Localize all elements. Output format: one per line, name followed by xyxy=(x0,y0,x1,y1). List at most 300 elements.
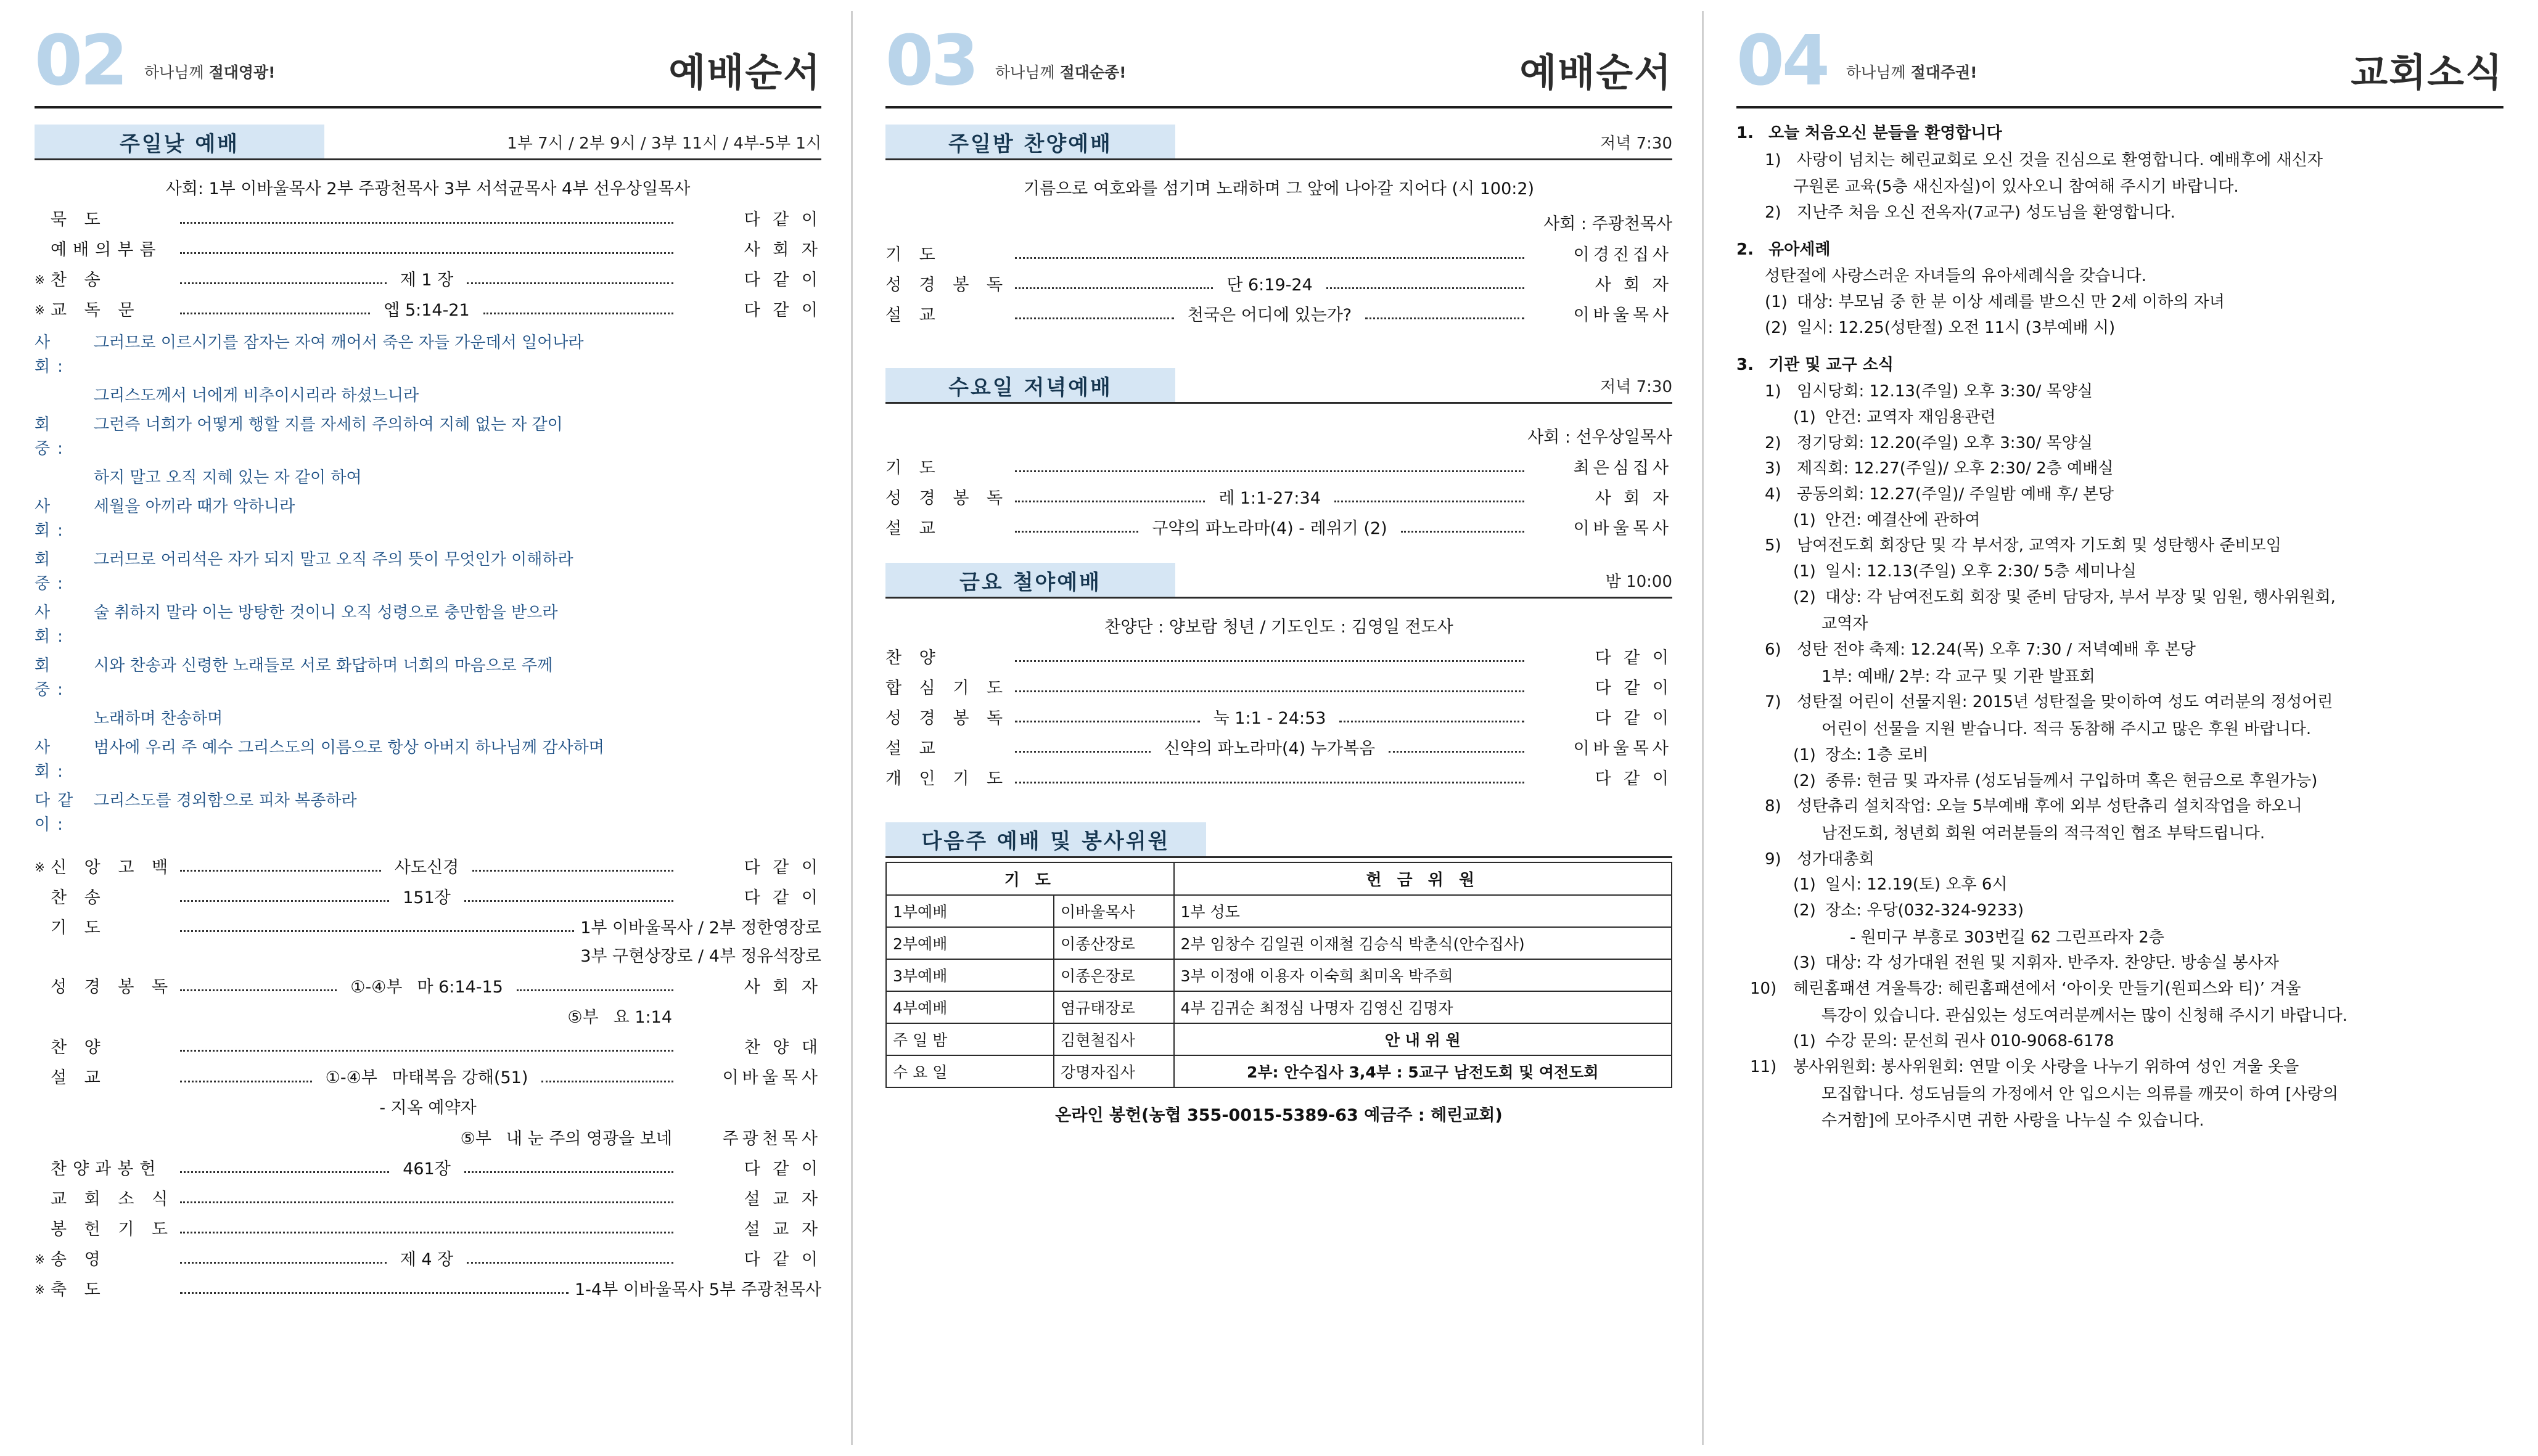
row-dots xyxy=(1365,317,1524,319)
row-dots xyxy=(517,989,673,991)
row-name: 찬 송 xyxy=(51,888,107,908)
notice-line-index: (1) xyxy=(1765,293,1788,312)
online-offering-info: 온라인 봉헌(농협 355-0015-5389-63 예금주 : 헤린교회) xyxy=(1055,1105,1503,1125)
notice-line-index: (2) xyxy=(1793,901,1816,920)
notice-line xyxy=(1765,432,2503,456)
row-name: 찬양과봉헌 xyxy=(51,1159,162,1179)
service-person: 이바울목사 xyxy=(1054,895,1174,927)
row-who: 사 회 자 xyxy=(1595,276,1673,295)
notice-line xyxy=(1750,1056,2503,1079)
notice-line xyxy=(1765,691,2503,714)
notice-line-index: 1) xyxy=(1765,382,1781,401)
section-presider: 사회 : 주광천목사 xyxy=(1543,215,1672,234)
notice-line-text: 대상: 각 남여전도회 회장 및 준비 담당자, 부서 부장 및 임원, 행사위원회, xyxy=(1825,587,2336,607)
row-who: 찬 양 대 xyxy=(744,1038,821,1058)
row-dots xyxy=(180,221,673,224)
row-who: 다 같 이 xyxy=(1595,679,1672,698)
section-label: 주일밤 찬양예배 xyxy=(948,131,1112,157)
responsive-role: 회 중: xyxy=(35,415,70,459)
order-row xyxy=(35,1250,821,1269)
row-who: 다 같 이 xyxy=(1595,648,1672,668)
column-title: 예배순서 xyxy=(668,50,821,95)
responsive-role: 사 회: xyxy=(35,333,70,377)
row-name: 찬 양 xyxy=(885,648,942,668)
order-row xyxy=(35,271,821,290)
responsive-line xyxy=(35,413,821,461)
table-row xyxy=(886,1055,1672,1087)
notice-line-text: 안건: 예결산에 관하여 xyxy=(1825,510,1981,530)
notice-title-text: 오늘 처음오신 분들을 환영합니다 xyxy=(1768,124,2002,142)
row-mid: 레 1:1-27:34 xyxy=(1218,489,1321,509)
offering-row: 4부 김귀순 최정심 나명자 김영신 김명자 xyxy=(1174,991,1672,1023)
notice-index: 3. xyxy=(1736,355,1754,374)
notice-line-index: 11) xyxy=(1750,1058,1777,1077)
notice-line-text: 남전도회, 청년회 회원 여러분들의 적극적인 협조 부탁드립니다. xyxy=(1821,824,2265,843)
row-dots xyxy=(467,282,673,284)
row-dots xyxy=(472,869,673,872)
order-row xyxy=(885,679,1672,698)
column-slogan xyxy=(1846,60,1977,83)
row-dots xyxy=(180,252,673,254)
row-dots xyxy=(1334,500,1524,502)
row-name: 성 경 봉 독 xyxy=(51,978,175,997)
row-dots xyxy=(1339,720,1524,722)
notice-line xyxy=(1765,483,2503,507)
row-who: 사 회 자 xyxy=(1595,489,1672,509)
section-time: 밤 10:00 xyxy=(1605,573,1672,592)
scripture-part: ①-④부 xyxy=(350,978,403,997)
row-who: 다 같 이 xyxy=(744,1249,822,1269)
responsive-role: 다같이: xyxy=(35,791,81,835)
notice-line xyxy=(1793,586,2503,610)
scripture-ref-2: 요 1:14 xyxy=(613,1008,672,1028)
slogan-plain: 하나님께 xyxy=(1846,63,1911,81)
notice-line xyxy=(1765,457,2503,481)
section-rule xyxy=(885,597,1672,599)
row-dots xyxy=(1401,530,1524,533)
responsive-line xyxy=(35,736,821,784)
sermon-part: ①-④부 xyxy=(325,1068,377,1088)
row-who: 다 같 이 xyxy=(744,301,821,321)
section-rule xyxy=(885,402,1672,404)
row-name: 성 경 봉 독 xyxy=(885,276,1009,295)
guide-row: 2부: 안수집사 3,4부 : 5교구 남전도회 및 여전도회 xyxy=(1174,1055,1672,1087)
service-name: 2부예배 xyxy=(886,927,1054,959)
row-mid: 엡 5:14-21 xyxy=(384,301,470,321)
responsive-role: 회 중: xyxy=(35,656,70,700)
responsive-role: 사 회: xyxy=(35,738,70,782)
section-time: 저녁 7:30 xyxy=(1600,378,1672,397)
order-row xyxy=(885,245,1672,264)
row-mark xyxy=(35,227,51,229)
notice-line-index: 6) xyxy=(1765,640,1781,660)
section-verse: 기름으로 여호와를 섬기며 노래하며 그 앞에 나아갈 지어다 (시 100:2) xyxy=(1023,179,1535,198)
responsive-text: 범사에 우리 주 예수 그리스도의 이름으로 항상 아버지 하나님께 감사하며 xyxy=(94,738,604,758)
responsive-role: 사 회: xyxy=(35,497,70,541)
order-row xyxy=(35,210,821,229)
responsive-role xyxy=(35,707,94,731)
service-name: 주 일 밤 xyxy=(886,1023,1054,1055)
column-slogan xyxy=(144,60,276,83)
row-dots xyxy=(1015,317,1174,319)
notice-line-text: 남여전도회 회장단 및 각 부서장, 교역자 기도회 및 성탄행사 준비모임 xyxy=(1797,536,2281,555)
responsive-text: 하지 말고 오직 지혜 있는 자 같이 하여 xyxy=(94,468,362,488)
row-dots xyxy=(467,1261,673,1264)
responsive-role: 사 회: xyxy=(35,603,70,647)
section-rule xyxy=(885,158,1672,160)
responsive-line xyxy=(35,654,821,702)
notice-title-text: 유아세례 xyxy=(1768,240,1831,259)
row-dots xyxy=(1015,690,1524,692)
order-row-scripture xyxy=(35,978,821,997)
row-name: 설 교 xyxy=(885,739,942,759)
notice-line-text: 일시: 12.25(성탄절) 오전 11시 (3부예배 시) xyxy=(1797,318,2116,337)
notice-line-index: (1) xyxy=(1793,407,1816,427)
notice-line-index: (1) xyxy=(1793,875,1816,894)
table-row xyxy=(886,1023,1672,1055)
notice-line-index: 2) xyxy=(1765,433,1781,452)
row-dots xyxy=(1015,660,1524,662)
notice-body xyxy=(1736,149,2503,225)
row-dots xyxy=(180,1231,673,1233)
row-who: 다 같 이 xyxy=(744,888,821,908)
notice-line-index: 2) xyxy=(1765,203,1781,223)
row-name: 기 도 xyxy=(885,245,942,264)
row-who: 사 회 자 xyxy=(744,978,822,997)
notice-line-text: 장소: 우당(032-324-9233) xyxy=(1825,901,2024,920)
row-mark: ※ xyxy=(35,860,45,875)
service-person: 김현철집사 xyxy=(1054,1023,1174,1055)
sermon-subtitle: - 지옥 예약자 xyxy=(379,1098,477,1118)
row-name: 찬 송 xyxy=(51,271,107,290)
section-bar-next-week xyxy=(885,822,1672,857)
notice-line-index: 7) xyxy=(1765,693,1781,712)
order-row xyxy=(885,306,1672,325)
order-row xyxy=(885,519,1672,538)
responsive-text: 그런즉 너희가 어떻게 행할 지를 자세히 주의하여 지혜 없는 자 같이 xyxy=(94,415,563,435)
notice-line-index: (1) xyxy=(1793,1032,1816,1051)
section-bar-friday xyxy=(885,563,1672,597)
responsive-text: 시와 찬송과 신령한 노래들로 서로 화답하며 너희의 마음으로 주께 xyxy=(94,656,553,676)
notice-line-text: 일시: 12.19(토) 오후 6시 xyxy=(1825,875,2008,894)
column-header xyxy=(885,21,1672,108)
responsive-line xyxy=(35,466,821,490)
notice-line-index: 9) xyxy=(1765,849,1781,869)
column-title: 교회소식 xyxy=(2351,50,2503,95)
notice-line-index: 8) xyxy=(1765,797,1781,816)
section-rule xyxy=(885,856,1672,858)
row-who: 이바울목사 xyxy=(1573,739,1672,759)
row-name: 봉 헌 기 도 xyxy=(51,1219,175,1239)
row-mark xyxy=(35,1176,51,1179)
row-name: 합 심 기 도 xyxy=(885,679,1009,698)
row-name: 축 도 xyxy=(51,1280,107,1299)
order-row-prayer xyxy=(35,918,821,938)
row-who: 다 같 이 xyxy=(744,271,822,290)
table-row xyxy=(886,991,1672,1023)
responsive-text: 그러므로 어리석은 자가 되지 말고 오직 주의 뜻이 무엇인가 이해하라 xyxy=(94,550,573,570)
row-name: 성 경 봉 독 xyxy=(885,709,1009,729)
row-name: 신 앙 고 백 xyxy=(51,858,175,878)
notice-line xyxy=(1793,952,2503,975)
row-name: 예배의부름 xyxy=(51,240,162,260)
notice-line xyxy=(1765,380,2503,404)
row-mark xyxy=(35,935,51,938)
row-who: 다 같 이 xyxy=(744,858,821,878)
row-mark: ※ xyxy=(35,272,45,288)
row-dots xyxy=(483,312,673,314)
row-mid: 제 4 장 xyxy=(400,1249,454,1269)
service-name: 수 요 일 xyxy=(886,1055,1054,1087)
row-mark xyxy=(35,257,51,260)
column-worship-order-day xyxy=(0,0,851,1456)
row-dots xyxy=(1015,287,1213,289)
order-row-scripture-2 xyxy=(35,1008,821,1027)
row-name: 교 회 소 식 xyxy=(51,1189,175,1209)
row-mark xyxy=(35,1055,51,1057)
notice-line xyxy=(1793,560,2503,584)
notice-line-text: 성가대총회 xyxy=(1797,849,1875,869)
row-dots xyxy=(1015,470,1524,472)
row-who: 1-4부 이바울목사 5부 주광천목사 xyxy=(574,1280,821,1299)
slogan-plain: 하나님께 xyxy=(144,63,209,81)
responsive-text: 그러므로 이르시기를 잠자는 자여 깨어서 죽은 자들 가운데서 일어나라 xyxy=(94,333,584,353)
service-person: 강명자집사 xyxy=(1054,1055,1174,1087)
column-header xyxy=(35,21,821,108)
responsive-reading xyxy=(35,331,821,837)
notice-line-text: 구원론 교육(5층 새신자실)이 있사오니 참여해 주시기 바랍니다. xyxy=(1793,178,2239,197)
row-dots xyxy=(1015,720,1200,722)
responsive-text: 그리스도를 경외함으로 피차 복종하라 xyxy=(94,791,357,811)
order-row xyxy=(35,858,821,877)
order-row xyxy=(885,769,1672,788)
row-who: 다 같 이 xyxy=(1595,769,1672,789)
row-name: 설 교 xyxy=(51,1068,107,1088)
table-header-row xyxy=(886,862,1672,895)
slogan-bold: 절대주권! xyxy=(1910,63,1977,81)
scripture-part-2: ⑤부 xyxy=(567,1008,599,1028)
notice-line-index: (3) xyxy=(1793,954,1816,973)
responsive-text: 그리스도께서 너에게 비추이시리라 하셨느니라 xyxy=(94,386,419,406)
row-who: 이바울목사 xyxy=(1573,306,1673,325)
notice-item xyxy=(1736,239,2503,340)
responsive-role: 회 중: xyxy=(35,550,70,594)
notice-line-index: 1) xyxy=(1765,150,1781,170)
row-dots xyxy=(1015,750,1151,753)
order-row xyxy=(35,1220,821,1239)
order-row xyxy=(885,489,1672,508)
responsive-line xyxy=(35,789,821,837)
responsive-line xyxy=(35,707,821,731)
row-name: 개 인 기 도 xyxy=(885,769,1009,789)
row-dots xyxy=(180,1171,389,1173)
order-row xyxy=(885,276,1672,295)
notice-line-text: 임시당회: 12.13(주일) 오후 3:30/ 목양실 xyxy=(1797,382,2093,401)
row-name: 설 교 xyxy=(885,519,942,539)
row-name: 묵 도 xyxy=(51,210,107,229)
row-mid: 구약의 파노라마(4) - 레위기 (2) xyxy=(1152,519,1387,539)
responsive-line xyxy=(35,331,821,379)
notice-item xyxy=(1736,354,2503,1134)
row-dots xyxy=(464,899,673,902)
notice-line-text: 성탄절 어린이 선물지원: 2015년 성탄절을 맞이하여 성도 여러분의 정성어린 xyxy=(1797,693,2333,712)
notice-line xyxy=(1765,317,2503,340)
column-slogan xyxy=(995,60,1127,83)
column-worship-order-evening xyxy=(851,0,1702,1456)
notice-line-index: 10) xyxy=(1750,980,1777,998)
row-dots xyxy=(464,1171,673,1173)
service-name: 1부예배 xyxy=(886,895,1054,927)
notice-line-text: 일시: 12.13(주일) 오후 2:30/ 5층 세미나실 xyxy=(1825,562,2137,581)
offering-row: 2부 임창수 김일권 이재철 김승식 박춘식(안수집사) xyxy=(1174,927,1672,959)
order-row xyxy=(35,240,821,260)
row-dots xyxy=(180,1049,673,1052)
section-label: 다음주 예배 및 봉사위원 xyxy=(921,829,1170,854)
column-number: 04 xyxy=(1736,21,1828,101)
notice-line-index: (2) xyxy=(1793,771,1816,790)
service-person: 염규태장로 xyxy=(1054,991,1174,1023)
row-dots xyxy=(180,989,337,991)
notice-line-text: 정기당회: 12.20(주일) 오후 3:30/ 목양실 xyxy=(1797,433,2093,452)
notice-line-text: 사랑이 넘치는 헤린교회로 오신 것을 진심으로 환영합니다. 예배후에 새신자 xyxy=(1797,150,2323,170)
prayer-line-2: 3부 구현상장로 / 4부 정유석장로 xyxy=(580,947,821,967)
notice-title xyxy=(1736,122,2503,145)
offering-row: 3부 이정애 이용자 이숙희 최미옥 박주희 xyxy=(1174,959,1672,991)
notice-line-text: 모집합니다. 성도님들의 가정에서 안 입으시는 의류를 깨끗이 하여 [사랑의 xyxy=(1821,1084,2339,1103)
row-mid: 461장 xyxy=(403,1159,451,1179)
notice-line-text: 특강이 있습니다. 관심있는 성도여러분께서는 많이 신청해 주시기 바랍니다. xyxy=(1821,1006,2347,1025)
notice-line-index: 5) xyxy=(1765,536,1781,555)
notice-line xyxy=(1765,534,2503,558)
offering-row: 1부 성도 xyxy=(1174,895,1672,927)
row-mark xyxy=(35,1146,51,1148)
section-presider: 사회 : 선우상일목사 xyxy=(1527,428,1672,448)
notice-line-text: 봉사위원회: 봉사위원회: 연말 이웃 사랑을 나누기 위하여 성인 겨울 옷을 xyxy=(1793,1058,2299,1077)
notice-line-text: - 원미구 부흥로 303번길 62 그린프라자 2층 xyxy=(1850,928,2164,947)
notice-line xyxy=(1765,149,2503,173)
row-mark xyxy=(35,1025,51,1027)
order-row-sermon xyxy=(35,1068,821,1087)
row-name: 성 경 봉 독 xyxy=(885,489,1009,509)
notice-line-index: (1) xyxy=(1793,510,1816,530)
row-mark xyxy=(35,1206,51,1209)
notice-line-index: (2) xyxy=(1793,587,1816,607)
slogan-bold: 절대영광! xyxy=(208,63,276,81)
sermon-title-2: 내 눈 주의 영광을 보네 xyxy=(506,1129,672,1148)
order-row xyxy=(885,739,1672,758)
responsive-line xyxy=(35,384,821,408)
notice-line xyxy=(1765,202,2503,225)
notice-line xyxy=(1793,509,2503,533)
notice-line-text: 수거함]에 모아주시면 귀한 사랑을 나누실 수 있습니다. xyxy=(1821,1111,2204,1131)
service-name: 4부예배 xyxy=(886,991,1054,1023)
notice-title xyxy=(1736,354,2503,377)
notice-line xyxy=(1765,848,2503,872)
notice-line-text: 성탄절에 사랑스러운 자녀들의 유아세례식을 갖습니다. xyxy=(1765,267,2146,286)
section-bar-wednesday xyxy=(885,368,1672,403)
row-mark: ※ xyxy=(35,1282,45,1297)
responsive-role xyxy=(35,466,94,490)
notice-line xyxy=(1793,744,2503,767)
responsive-text: 노래하며 찬송하며 xyxy=(94,710,223,729)
section-time: 1부 7시 / 2부 9시 / 3부 11시 / 4부-5부 1시 xyxy=(507,134,821,153)
notice-line-text: 어린이 선물을 지원 받습니다. 적극 동참해 주시고 많은 후원 바랍니다. xyxy=(1821,720,2312,739)
col-header-guide: 안 내 위 원 xyxy=(1174,1023,1672,1055)
row-dots xyxy=(180,282,387,284)
responsive-line xyxy=(35,495,821,543)
row-who: 이바울목사 xyxy=(1573,519,1673,539)
notice-line-text: 교역자 xyxy=(1821,615,1868,634)
notice-line-index: (2) xyxy=(1765,318,1788,337)
order-row xyxy=(35,888,821,907)
notice-line xyxy=(1765,291,2503,314)
row-who: 다 같 이 xyxy=(1595,709,1673,729)
row-mark xyxy=(35,1086,51,1088)
row-mid: 눅 1:1 - 24:53 xyxy=(1213,709,1326,729)
order-row xyxy=(35,1190,821,1209)
responsive-text: 세월을 아끼라 때가 악하니라 xyxy=(94,497,295,517)
column-church-news xyxy=(1702,0,2538,1456)
col-header-offering: 헌 금 위 원 xyxy=(1174,862,1672,895)
row-mark xyxy=(35,905,51,907)
notice-line-text: 1부: 예배/ 2부: 각 교구 및 기관 발표회 xyxy=(1821,667,2095,686)
row-dots xyxy=(1015,500,1205,502)
row-dots xyxy=(180,1080,312,1082)
row-who: 다 같 이 xyxy=(744,210,821,229)
row-name: 기 도 xyxy=(885,459,942,478)
notice-line-text: 성탄 전야 축제: 12.24(목) 오후 7:30 / 저녁예배 후 본당 xyxy=(1797,640,2196,660)
notice-line-index: 3) xyxy=(1765,459,1781,478)
notice-index: 2. xyxy=(1736,240,1754,259)
row-who: 다 같 이 xyxy=(744,1159,821,1179)
responsive-role xyxy=(35,384,94,408)
col-header-prayer: 기 도 xyxy=(886,862,1174,895)
section-bar-sunday-night xyxy=(885,125,1672,159)
notice-line-text: 지난주 처음 오신 전옥자(7교구) 성도님을 환영합니다. xyxy=(1797,203,2175,223)
row-dots xyxy=(180,1261,387,1264)
row-name: 송 영 xyxy=(51,1249,107,1269)
notice-title-text: 기관 및 교구 소식 xyxy=(1768,355,1894,374)
order-row xyxy=(885,709,1672,728)
scripture-ref: 마 6:14-15 xyxy=(417,978,503,997)
row-dots xyxy=(541,1080,673,1082)
row-dots xyxy=(180,312,370,314)
row-mid: 신약의 파노라마(4) 누가복음 xyxy=(1164,739,1376,759)
row-mark xyxy=(35,1237,51,1239)
order-row xyxy=(885,648,1672,668)
notice-line-text: 대상: 부모님 중 한 분 이상 세례를 받으신 만 2세 이하의 자녀 xyxy=(1797,293,2225,312)
service-name: 3부예배 xyxy=(886,959,1054,991)
notice-line-text: 안건: 교역자 재임용관련 xyxy=(1825,407,1996,427)
notice-list xyxy=(1736,122,2503,1133)
section-verse: 찬양단 : 양보람 청년 / 기도인도 : 김영일 전도사 xyxy=(1104,618,1453,637)
section-bar-sunday-day xyxy=(35,125,821,159)
row-who: 설 교 자 xyxy=(744,1219,821,1239)
notice-line-text: 헤린홈패션 겨울특강: 헤린홈패션에서 ‘아이웃 만들기(원피스와 티)’ 겨울 xyxy=(1793,980,2301,998)
notice-title xyxy=(1736,239,2503,262)
row-name: 설 교 xyxy=(885,306,942,325)
row-name: 교 독 문 xyxy=(51,301,141,321)
row-dots xyxy=(180,899,389,902)
responsive-line xyxy=(35,601,821,649)
notice-line-text: 수강 문의: 문선희 권사 010-9068-6178 xyxy=(1825,1032,2114,1051)
column-number: 03 xyxy=(885,21,977,101)
section-label: 주일낮 예배 xyxy=(119,131,240,157)
section-time: 저녁 7:30 xyxy=(1600,134,1672,153)
order-row-sermon-2 xyxy=(35,1129,821,1148)
row-mark: ※ xyxy=(35,303,45,318)
row-who: 1부 이바울목사 / 2부 정한영장로 xyxy=(580,918,821,938)
